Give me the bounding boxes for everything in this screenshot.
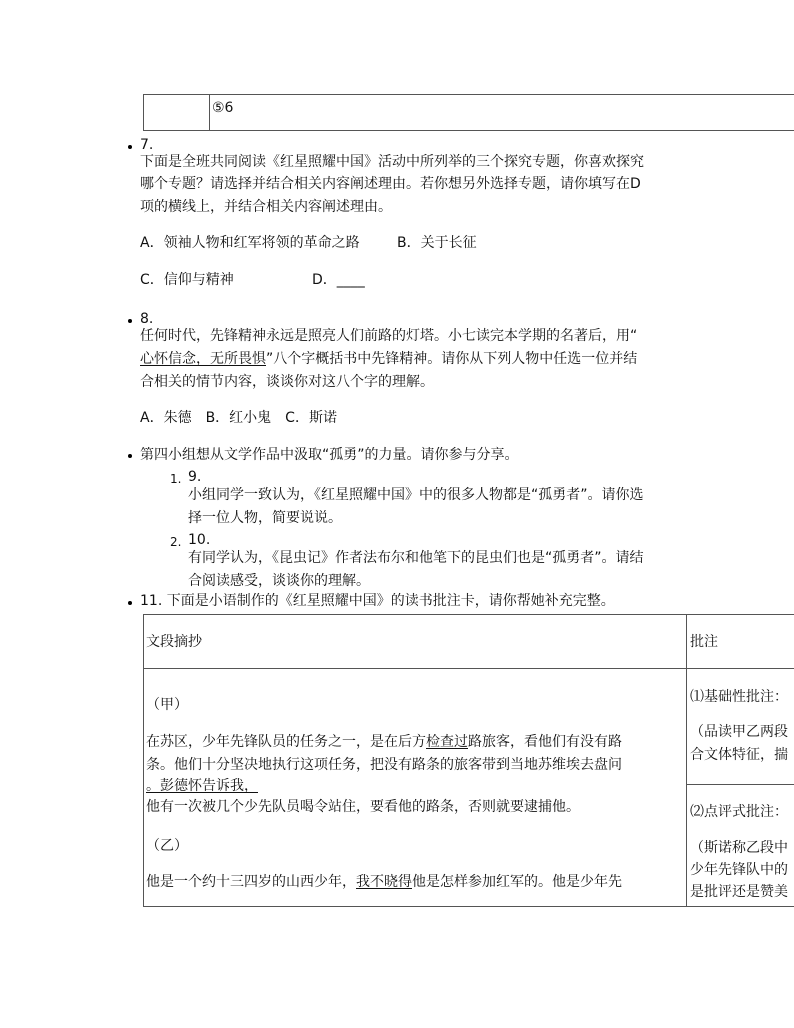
question-text: 小组同学一致认为，《红星照耀中国》中的很多人物都是“孤勇者”。请你选: [188, 487, 644, 503]
note-text: 是批评还是赞美: [690, 884, 788, 900]
note-text: 合文体特征，揣: [690, 747, 788, 763]
option-c: C．信仰与精神: [140, 272, 234, 288]
question-text: 11. 下面是小语制作的《红星照耀中国》的读书批注卡，请你帮她补充完整。: [140, 593, 615, 609]
option-d: D．____: [312, 272, 365, 288]
question-number: 8.: [140, 311, 154, 327]
passage-label: （甲）: [146, 697, 188, 713]
underlined-quote: 心怀信念，无所畏惧: [140, 351, 266, 367]
question-number: 7.: [140, 137, 154, 153]
question-text: 合阅读感受，谈谈你的理解。: [188, 573, 370, 589]
question-text: 项的横线上，并结合相关内容阐述理由。: [140, 199, 392, 215]
passage-line: 在苏区，少年先锋队员的任务之一，是在后方检查过路旅客，看他们有没有路: [146, 734, 622, 750]
passage-label: （乙）: [146, 838, 188, 854]
question-text: 心怀信念，无所畏惧”八个字概括书中先锋精神。请你从下列人物中任选一位并结: [140, 351, 638, 367]
section-intro: 第四小组想从文学作品中汲取“孤勇”的力量。请你参与分享。: [140, 447, 519, 463]
option-a: A．领袖人物和红军将领的革命之路: [140, 235, 360, 251]
note-title: ⑴基础性批注：: [690, 689, 788, 705]
column-header: 文段摘抄: [146, 634, 202, 650]
passage-line: 他是一个约十三四岁的山西少年，我不晓得他是怎样参加红军的。他是少年先: [146, 874, 622, 890]
question-text: 择一位人物，简要说说。: [188, 510, 342, 526]
bullet-icon: [128, 454, 132, 458]
question-text: 合相关的情节内容，谈谈你对这八个字的理解。: [140, 374, 434, 390]
underlined-phrase: 。彭德怀告诉我，: [146, 778, 258, 794]
list-index: 1.: [170, 472, 182, 486]
note-text: 少年先锋队中的: [690, 862, 788, 878]
bullet-icon: [128, 145, 132, 149]
note-title: ⑵点评式批注：: [690, 804, 788, 820]
passage-line: 他有一次被几个少先队员喝令站住，要看他的路条，否则就要逮捕他。: [146, 799, 580, 815]
question-number: 9.: [188, 469, 202, 485]
passage-line: [146, 775, 258, 797]
note-text: （斯诺称乙段中: [690, 840, 788, 856]
question-text: 哪个专题？请选择并结合相关内容阐述理由。若你想另外选择专题，请你填写在D: [140, 176, 641, 192]
question-number: 10.: [188, 532, 211, 548]
note-text: （品读甲乙两段: [690, 724, 788, 740]
underlined-phrase: 我不晓得: [356, 874, 412, 890]
underlined-word: 检查过: [426, 734, 468, 750]
column-header: 批注: [690, 634, 718, 650]
bullet-icon: [128, 319, 132, 323]
question-text: 下面是全班共同阅读《红星照耀中国》活动中所列举的三个探究专题，你喜欢探究: [140, 154, 644, 170]
bullet-icon: [128, 601, 132, 605]
list-index: 2.: [170, 535, 182, 549]
question-text: 任何时代，先锋精神永远是照亮人们前路的灯塔。小七读完本学期的名著后，用“: [140, 328, 638, 344]
table-cell: ⑤6: [212, 100, 234, 116]
passage-line: 条。他们十分坚决地执行这项任务，把没有路条的旅客带到当地苏维埃去盘问: [146, 757, 622, 773]
question-text: 有同学认为，《昆虫记》作者法布尔和他笔下的昆虫们也是“孤勇者”。请结: [188, 550, 644, 566]
option-b: B．关于长征: [397, 235, 477, 251]
options-row: A．朱德 B．红小鬼 C．斯诺: [140, 410, 337, 426]
